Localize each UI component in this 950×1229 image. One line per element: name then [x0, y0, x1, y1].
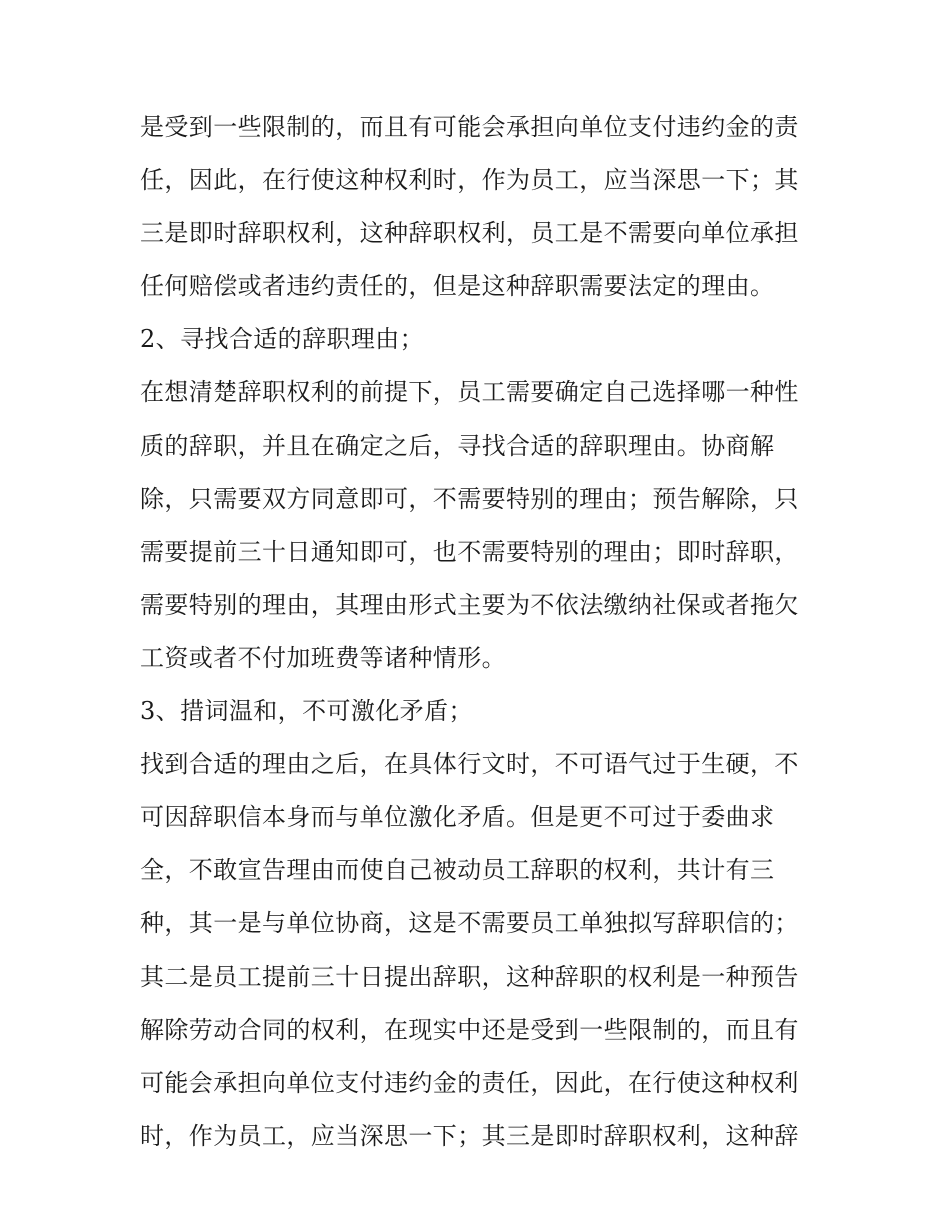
text-line: 解除劳动合同的权利，在现实中还是受到一些限制的，而且有	[140, 1015, 799, 1044]
text-line: 可因辞职信本身而与单位激化矛盾。但是更不可过于委曲求	[140, 803, 775, 832]
text-line: 找到合适的理由之后，在具体行文时，不可语气过于生硬，不	[140, 750, 799, 779]
text-line: 任，因此，在行使这种权利时，作为员工，应当深思一下；其	[140, 166, 799, 195]
text-line: 其二是员工提前三十日提出辞职，这种辞职的权利是一种预告	[140, 962, 799, 991]
text-line: 种，其一是与单位协商，这是不需要员工单独拟写辞职信的；	[140, 909, 799, 938]
text-line: 时，作为员工，应当深思一下；其三是即时辞职权利，这种辞	[140, 1121, 799, 1150]
document-body	[140, 101, 820, 1163]
text-line: 全，不敢宣告理由而使自己被动员工辞职的权利，共计有三	[140, 856, 775, 885]
text-line: 除，只需要双方同意即可，不需要特别的理由；预告解除，只	[140, 484, 799, 513]
text-line: 任何赔偿或者违约责任的，但是这种辞职需要法定的理由。	[140, 272, 775, 301]
text-line: 可能会承担向单位支付违约金的责任，因此，在行使这种权利	[140, 1068, 799, 1097]
text-line: 工资或者不付加班费等诸种情形。	[140, 643, 506, 672]
text-line: 质的辞职，并且在确定之后，寻找合适的辞职理由。协商解	[140, 431, 775, 460]
text-line: 需要提前三十日通知即可，也不需要特别的理由；即时辞职，	[140, 537, 799, 566]
text-line: 三是即时辞职权利，这种辞职权利，员工是不需要向单位承担	[140, 219, 799, 248]
text-line: 需要特别的理由，其理由形式主要为不依法缴纳社保或者拖欠	[140, 590, 799, 619]
text-line: 是受到一些限制的，而且有可能会承担向单位支付违约金的责	[140, 113, 799, 141]
text-line: 在想清楚辞职权利的前提下，员工需要确定自己选择哪一种性	[140, 378, 799, 407]
section-heading-2: 2、寻找合适的辞职理由；	[140, 325, 425, 354]
section-heading-3: 3、措词温和，不可激化矛盾；	[140, 697, 473, 726]
